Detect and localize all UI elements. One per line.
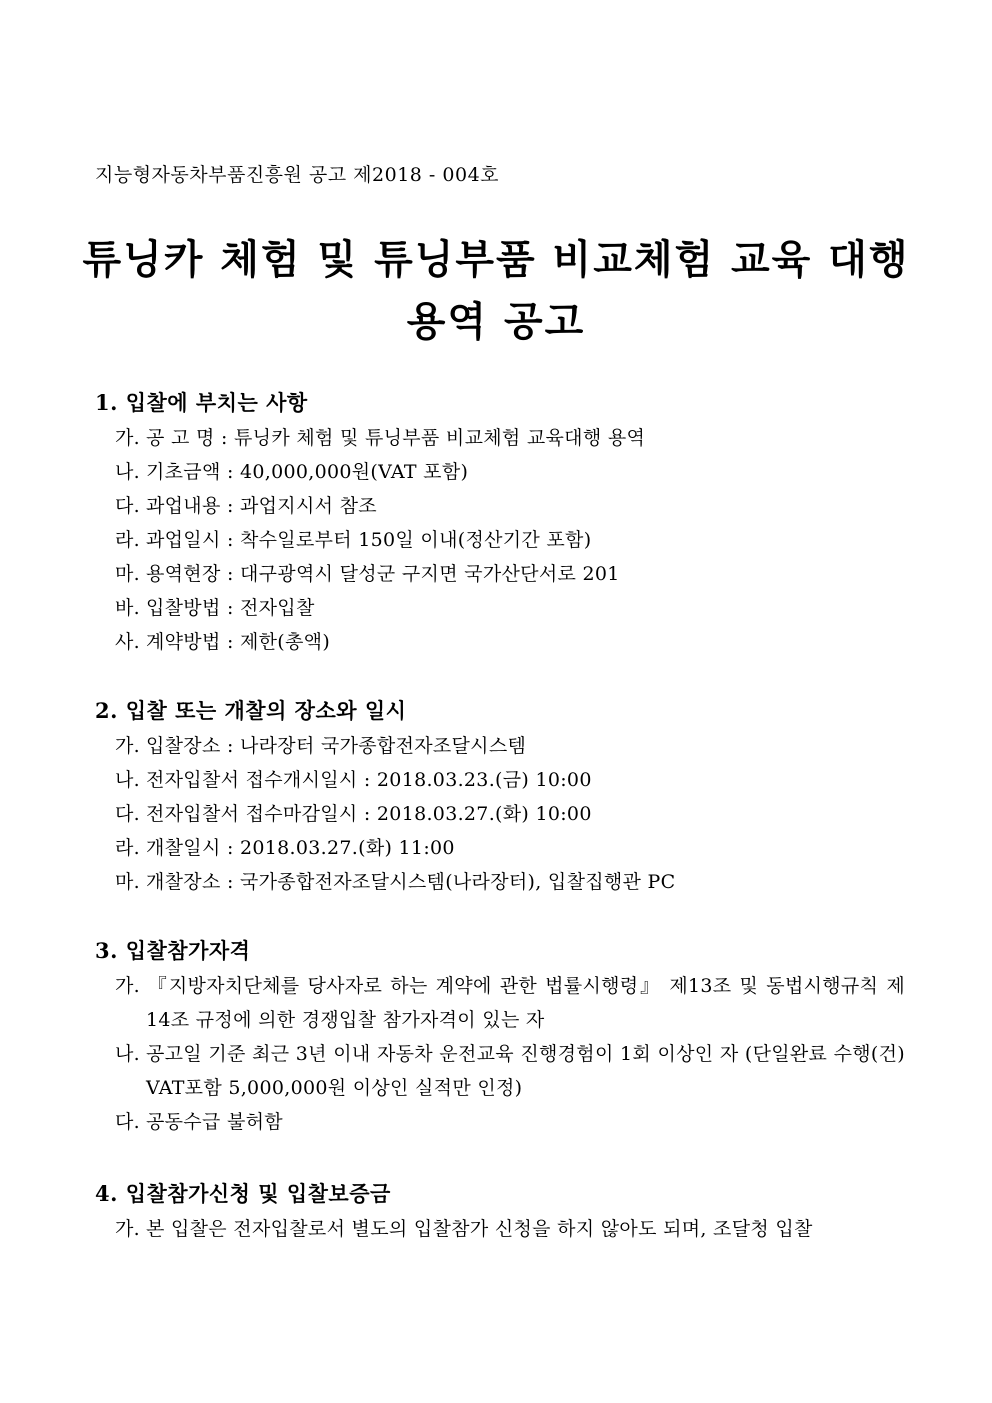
list-item bbox=[95, 591, 905, 625]
item-text: 공동수급 불허함 bbox=[146, 1111, 283, 1133]
item-text: 용역현장 : 대구광역시 달성군 구지면 국가산단서로 201 bbox=[146, 563, 620, 585]
item-mark: 나. bbox=[115, 769, 140, 791]
list-item bbox=[95, 865, 905, 899]
item-text: 기초금액 : 40,000,000원(VAT 포함) bbox=[146, 461, 469, 483]
item-mark: 마. bbox=[115, 871, 140, 893]
list-item bbox=[95, 455, 905, 489]
list-item bbox=[95, 831, 905, 865]
item-mark: 나. bbox=[115, 461, 140, 483]
notice-number: 지능형자동차부품진흥원 공고 제2018 - 004호 bbox=[95, 164, 500, 186]
section-4 bbox=[95, 1176, 905, 1246]
section-3 bbox=[95, 933, 905, 1139]
item-text: 개찰장소 : 국가종합전자조달시스템(나라장터), 입찰집행관 PC bbox=[146, 871, 676, 893]
document-title-line-2: 용역 공고 bbox=[406, 298, 586, 345]
section-heading: 4. 입찰참가신청 및 입찰보증금 bbox=[95, 1181, 391, 1206]
list-item bbox=[95, 969, 905, 1037]
item-mark: 가. bbox=[115, 735, 140, 757]
section-2 bbox=[95, 693, 905, 899]
list-item bbox=[95, 1212, 905, 1246]
item-mark: 나. bbox=[115, 1043, 140, 1065]
item-text: 과업내용 : 과업지시서 참조 bbox=[146, 495, 377, 517]
list-item bbox=[95, 1105, 905, 1139]
item-mark: 가. bbox=[115, 975, 140, 997]
item-mark: 라. bbox=[115, 529, 140, 551]
item-mark: 가. bbox=[115, 427, 140, 449]
item-text: 전자입찰서 접수개시일시 : 2018.03.23.(금) 10:00 bbox=[146, 769, 592, 791]
item-mark: 마. bbox=[115, 563, 140, 585]
list-item bbox=[95, 625, 905, 659]
item-text: 공 고 명 : 튜닝카 체험 및 튜닝부품 비교체험 교육대행 용역 bbox=[146, 427, 646, 449]
list-item bbox=[95, 1037, 905, 1105]
item-mark: 라. bbox=[115, 837, 140, 859]
item-mark: 다. bbox=[115, 1111, 140, 1133]
item-text: 입찰장소 : 나라장터 국가종합전자조달시스템 bbox=[146, 735, 527, 757]
item-text: 과업일시 : 착수일로부터 150일 이내(정산기간 포함) bbox=[146, 529, 592, 551]
item-text: 『지방자치단체를 당사자로 하는 계약에 관한 법률시행령』 제13조 및 동법시행규칙 제14조 규정에 의한 경쟁입찰 참가자격이 있는 자 bbox=[146, 975, 905, 1031]
list-item bbox=[95, 797, 905, 831]
section-heading: 3. 입찰참가자격 bbox=[95, 938, 251, 963]
list-item bbox=[95, 421, 905, 455]
section-heading: 2. 입찰 또는 개찰의 장소와 일시 bbox=[95, 698, 407, 723]
item-text: 공고일 기준 최근 3년 이내 자동차 운전교육 진행경험이 1회 이상인 자 (단일완료 수행(건) VAT포함 5,000,000원 이상인 실적만 인정) bbox=[146, 1043, 905, 1099]
list-item bbox=[95, 763, 905, 797]
list-item bbox=[95, 557, 905, 591]
section-heading: 1. 입찰에 부치는 사항 bbox=[95, 390, 308, 415]
item-text: 전자입찰서 접수마감일시 : 2018.03.27.(화) 10:00 bbox=[146, 803, 592, 825]
item-text: 입찰방법 : 전자입찰 bbox=[146, 597, 315, 619]
item-mark: 다. bbox=[115, 803, 140, 825]
item-mark: 다. bbox=[115, 495, 140, 517]
item-mark: 바. bbox=[115, 597, 140, 619]
list-item bbox=[95, 523, 905, 557]
item-text: 계약방법 : 제한(총액) bbox=[146, 631, 331, 653]
item-mark: 가. bbox=[115, 1218, 140, 1240]
item-text: 본 입찰은 전자입찰로서 별도의 입찰참가 신청을 하지 않아도 되며, 조달청 입찰 bbox=[146, 1218, 813, 1240]
list-item bbox=[95, 729, 905, 763]
item-mark: 사. bbox=[115, 631, 140, 653]
item-text: 개찰일시 : 2018.03.27.(화) 11:00 bbox=[146, 837, 455, 859]
list-item bbox=[95, 489, 905, 523]
section-1 bbox=[95, 385, 905, 659]
document-title-line-1: 튜닝카 체험 및 튜닝부품 비교체험 교육 대행 bbox=[82, 236, 910, 283]
